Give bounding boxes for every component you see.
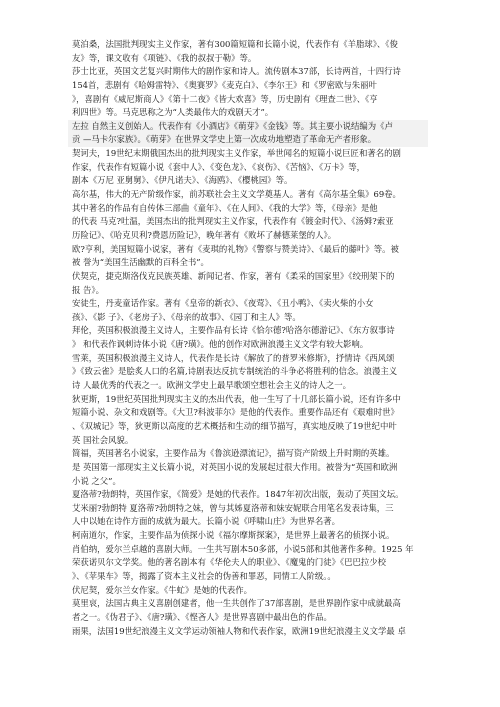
text-line: 者之一。《伪君子》、《唐?璜》、《悭吝人》是世界喜剧中最出色的作品。 <box>72 611 332 622</box>
text-line: 报 告》。 <box>72 284 104 295</box>
text-line: 孩》、《影 子》、《老房子》、《母亲的故事》、《园丁和主人》等。 <box>72 311 301 322</box>
text-line: 简福，英国著名小说家，主要作品为《鲁滨逊漂流记》，描写资产阶级上升时期的英雄。 <box>72 448 395 459</box>
document-body <box>72 38 424 665</box>
text-line: 剧本《万尼 亚舅舅》、《伊凡诺夫》、《海鸥》、《樱桃园》等。 <box>72 175 293 186</box>
text-line: 利四世》等。马克思称之为“人类最伟大的戏剧天才”。 <box>72 107 274 118</box>
text-line: 》、《苹果车》等，揭露了资本主义社会的伪善和罪恶，同情工人阶级。。 <box>72 570 336 581</box>
text-line: 夏洛蒂?勃朗特，英国作家，《简爱》是她的代表作。1847年初次出版，轰动了英国文坛。 <box>72 489 404 500</box>
text-line: 欧?亨利，美国短篇小说家，著有《麦琪的礼物》《警察与赞美诗》、《最后的藤叶》等。被 <box>72 243 399 254</box>
text-line: 莫里哀，法国古典主义喜剧创建者，他一生共创作了37部喜剧，是世界剧作家中成就最高 <box>72 598 401 609</box>
text-line: 契诃夫，19世纪末期俄国杰出的批判现实主义作家，举世闻名的短篇小说巨匠和著名的剧 <box>72 148 401 159</box>
text-line <box>72 638 424 652</box>
text-line: 伏尼契，爱尔兰女作家。《牛虻》是她的代表作。 <box>72 584 253 595</box>
text-line: 小说 之父”。 <box>72 475 121 486</box>
text-line: 艾米丽?勃朗特 夏洛蒂?勃朗特之妹，曾与其姊夏洛蒂和妹安妮联合用笔名发表诗集，三 <box>72 502 394 513</box>
text-line: 154首，悲剧有《哈姆雷特》、《奥赛罗》《麦克白》、《李尔王》和《罗密欧与朱丽叶 <box>72 79 377 90</box>
text-line: 友》等，课文收有《项链》、《我的叔叔于勒》等。 <box>72 52 257 63</box>
text-line: 诗 人最优秀的代表之一。欧洲文学史上最早歌颂空想社会主义的诗人之一。 <box>72 380 352 391</box>
text-line: 高尔基，伟大的无产阶级作家，前苏联社会主义文学奠基人。著有《高尔基全集》69卷。 <box>72 189 401 200</box>
text-line: 是 英国第一部现实主义长篇小说，对英国小说的发展起过很大作用。被誉为“英国和欧洲 <box>72 461 398 472</box>
text-line: 安徒生，丹麦童话作家。著有《皇帝的新衣》、《夜莺》、《丑小鸭》、《卖火柴的小女 <box>72 298 374 309</box>
text-line: 莫泊桑，法国批判现实主义作家，著有300篇短篇和长篇小说，代表作有《羊脂球》、《俊 <box>72 39 398 49</box>
text-line: 左拉 自然主义创始人。代表作有《小酒店》《萌芽》《金钱》等。其主要小说结编为《卢 <box>68 120 428 134</box>
text-line: 雪莱，英国积极浪漫主义诗人，代表作是长诗《解放了的普罗米修斯》，抒情诗《西风颂 <box>72 352 395 363</box>
text-line <box>72 652 424 666</box>
text-line: 短篇小说、杂文和戏剧等。《大卫?科波菲尔》是他的代表作。重要作品还有《艰难时世》 <box>72 407 399 418</box>
text-line: 被 誉为“美国生活幽默的百科全书”。 <box>72 257 209 268</box>
text-line: 莎士比亚，英国文艺复兴时期伟大的剧作家和诗人。流传剧本37部，长诗两首，十四行诗 <box>72 66 401 77</box>
text-line: 伏契克，捷克斯洛伐克民族英雄、新闻记者、作家，著有《柔采的国家里》《绞刑架下的 <box>72 270 395 281</box>
text-line: 贡 —马卡尔家族》。《萌芽》在世界文学史上第一次成功地塑造了革命无产者形象。 <box>68 133 428 147</box>
text-line: 英 国社会风貌。 <box>72 434 134 445</box>
text-line: 、《双城记》等，狄更斯以高度的艺术概括和生动的细节描写，真实地反映了19世纪中叶 <box>72 420 397 431</box>
text-line: 的代表 马克?吐温，美国杰出的批判现实主义作家，代表作有《镀金时代》、《汤姆?索亚 <box>72 216 394 227</box>
text-line: 荣获诺贝尔文学奖。他的著名剧本有《华伦夫人的职业》、《魔鬼的门徒》《巴巴拉少校 <box>72 557 387 568</box>
text-line: 狄更斯，19世纪英国批判现实主义的杰出代表，他一生写了十几部长篇小说，还有许多中 <box>72 393 401 404</box>
text-line: 历险记》、《哈克贝利?费恩历险记》，晚年著有《败坏了赫德莱堡的人》。 <box>72 229 337 240</box>
text-line: 》，喜剧有《威尼斯商人》《第十二夜》《皆大欢喜》等，历史剧有《理查二世》、《亨 <box>72 93 378 104</box>
text-line: 其中著名的作品有自传体三部曲《童年》、《在人间》、《我的大学》等，《母亲》是他 <box>72 202 378 213</box>
text-line: 人中以她在诗作方面的成就为最大。长篇小说《呼啸山庄》为世界名著。 <box>72 516 340 527</box>
text-line: 》《致云雀》是脍炙人口的名篇,诗剧表达反抗专制统治的斗争必将胜利的信念。浪漫主义 <box>72 366 398 377</box>
text-line: 拜伦，英国积极浪漫主义诗人，主要作品有长诗《恰尔德?哈洛尔德游记》、《东方叙事诗 <box>72 325 395 336</box>
text-line: 作家，代表作有短篇小说《套中人》、《变色龙》、《哀伤》、《苦恼》、《万卡》等， <box>72 161 366 172</box>
text-line: 》 和代表作讽刺诗体小说《唐?璜》。他的创作对欧洲浪漫主义文学有较大影响。 <box>72 339 369 350</box>
text-line: 雨果，法国19世纪浪漫主义文学运动领袖人物和代表作家，欧洲19世纪浪漫主义文学最 卓 <box>72 625 406 636</box>
text-line: 肖伯纳，爱尔兰卓越的喜剧大师。一生共写剧本50多部，小说5部和其他著作多种。1925 年 <box>72 543 414 554</box>
text-line: 柯南道尔，作家，主要作品为侦探小说《福尔摩斯探案》，是世界上最著名的侦探小说。 <box>72 530 395 541</box>
